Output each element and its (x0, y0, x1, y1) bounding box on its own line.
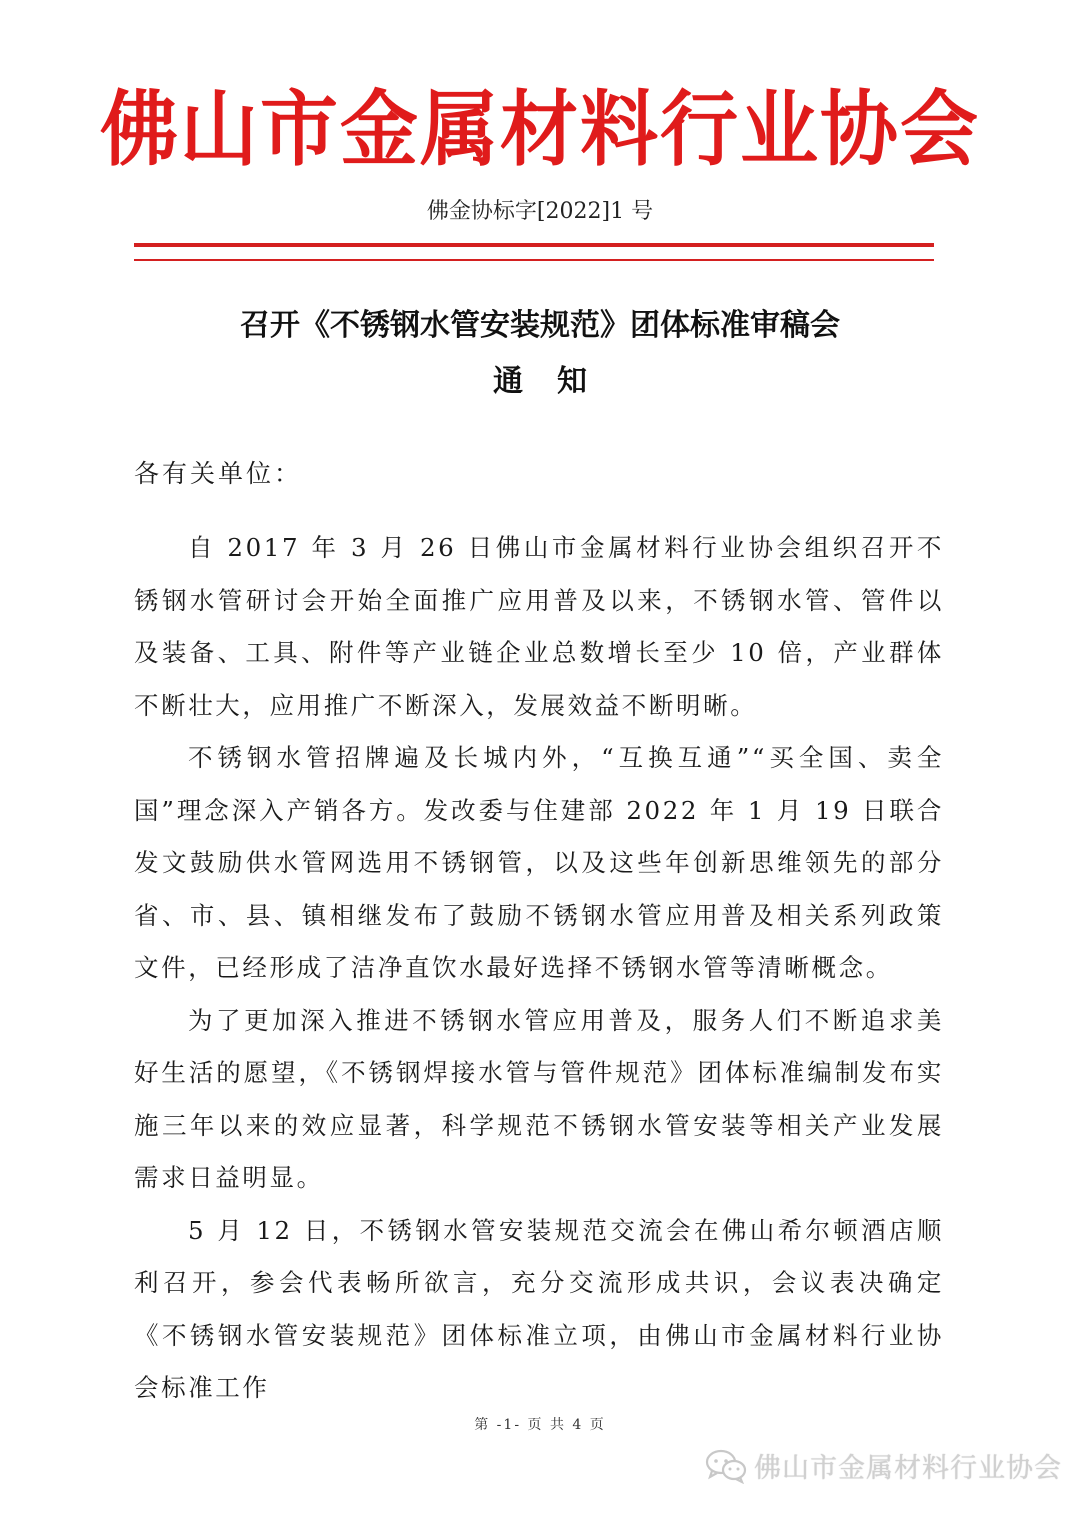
page-indicator: 第 -1- 页 共 4 页 (474, 1417, 606, 1433)
body-paragraph: 自 2017 年 3 月 26 日佛山市金属材料行业协会组织召开不锈钢水管研讨会开始全面推广应用普及以来，不锈钢水管、管件以及装备、工具、附件等产业链企业总数增长至少 10 倍，产业群体不断壮大，应用推广不断深入，发展效益不断明晰。 (134, 533, 944, 720)
body-paragraph: 不锈钢水管招牌遍及长城内外，“互换互通”“买全国、卖全国”理念深入产销各方。发改委与住建部 2022 年 1 月 19 日联合发文鼓励供水管网选用不锈钢管，以及这些年创新思维领先的部分省、市、县、镇相继发布了鼓励不锈钢水管应用普及相关系列政策文件，已经形成了洁净直饮水最好选择不锈钢水管等清晰概念。 (134, 743, 944, 982)
salutation: 各有关单位： (134, 459, 303, 488)
watermark-text: 佛山市金属材料行业协会 (754, 1453, 1062, 1484)
wechat-watermark (704, 1446, 1062, 1485)
body-paragraph: 5 月 12 日，不锈钢水管安装规范交流会在佛山希尔顿酒店顺利召开，参会代表畅所欲言，充分交流形成共识，会议表决确定《不锈钢水管安装规范》团体标准立项，由佛山市金属材料行业协会标准工作 (134, 1215, 944, 1402)
body-paragraph: 为了更加深入推进不锈钢水管应用普及，服务人们不断追求美好生活的愿望，《不锈钢焊接水管与管件规范》团体标准编制发布实施三年以来的效应显著，科学规范不锈钢水管安装等相关产业发展需求日益明显。 (134, 1005, 944, 1192)
notice-title: 召开《不锈钢水管安装规范》团体标准审稿会 (240, 308, 840, 343)
letterhead-divider-thick (134, 243, 934, 247)
document-number: 佛金协标字[2022]1 号 (426, 199, 654, 224)
letterhead-divider-thin (134, 259, 934, 261)
notice-body (134, 522, 944, 1415)
notice-title-subtitle: 通知 (493, 364, 621, 399)
organization-letterhead: 佛山市金属材料行业协会 (99, 82, 980, 178)
wechat-icon (704, 1448, 748, 1484)
